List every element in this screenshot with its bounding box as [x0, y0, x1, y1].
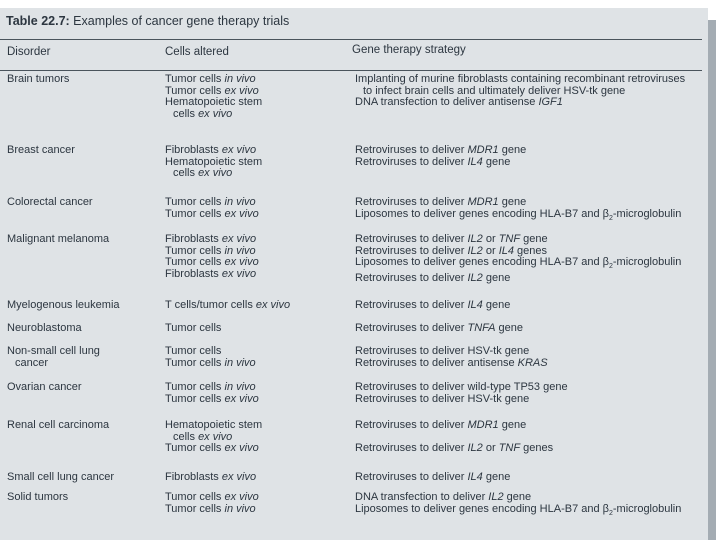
cells-line: Tumor cells in vivo — [165, 73, 256, 85]
strategy-cell — [355, 420, 705, 455]
cells-altered-cell — [165, 300, 345, 312]
cells-line: Tumor cells ex vivo — [165, 491, 259, 503]
cells-line: Tumor cells ex vivo — [165, 84, 259, 97]
cells-line: cells ex vivo — [173, 430, 233, 443]
header-strategy: Gene therapy strategy — [352, 44, 466, 56]
strategy-cell — [355, 145, 705, 168]
table-label: Table 22.7: — [6, 14, 70, 28]
cells-altered-cell — [165, 197, 345, 220]
disorder-line: Small cell lung cancer — [7, 471, 114, 483]
strategy-line: Retroviruses to deliver TNFA gene — [355, 322, 523, 334]
disorder-cell — [7, 197, 157, 209]
cells-line: Hematopoietic stem — [165, 96, 263, 108]
strategy-line: Retroviruses to deliver IL2 or TNF gene — [355, 233, 548, 245]
strategy-cell — [355, 74, 705, 109]
cells-altered-cell — [165, 492, 345, 515]
cells-altered-cell — [165, 382, 345, 405]
disorder-line: Myelogenous leukemia — [7, 299, 120, 311]
disorder-line: Neuroblastoma — [7, 322, 82, 334]
cells-line: Fibroblasts ex vivo — [165, 233, 257, 245]
strategy-line: DNA transfection to deliver IL2 gene — [355, 491, 532, 503]
header-disorder: Disorder — [7, 46, 51, 58]
disorder-line: Brain tumors — [7, 73, 70, 85]
strategy-cell — [355, 300, 705, 312]
disorder-line: Colorectal cancer — [7, 196, 93, 208]
disorder-cell — [7, 145, 157, 157]
cells-line: Tumor cells — [165, 345, 222, 357]
table-page — [0, 8, 708, 540]
table-title — [6, 14, 289, 28]
strategy-cell — [355, 323, 705, 335]
strategy-cell — [355, 472, 705, 484]
cells-line: Tumor cells in vivo — [165, 356, 256, 369]
disorder-cell — [7, 420, 157, 432]
cells-altered-cell — [165, 145, 345, 180]
strategy-line: Implanting of murine fibroblasts containing recombinant retroviruses — [355, 73, 686, 85]
table-caption: Examples of cancer gene therapy trials — [73, 14, 290, 28]
strategy-line: Retroviruses to deliver wild-type TP53 gene — [355, 381, 568, 393]
disorder-line: cancer — [15, 356, 49, 369]
disorder-cell — [7, 300, 157, 312]
strategy-cell — [355, 234, 705, 284]
strategy-line: Retroviruses to deliver IL4 gene — [355, 155, 511, 168]
cells-line: Fibroblasts ex vivo — [165, 144, 257, 156]
cells-line: Tumor cells ex vivo — [165, 392, 259, 405]
disorder-cell — [7, 74, 157, 86]
cells-line: Tumor cells in vivo — [165, 196, 256, 208]
strategy-line: Retroviruses to deliver IL4 gene — [355, 471, 511, 483]
disorder-line: Malignant melanoma — [7, 233, 110, 245]
strategy-line: Retroviruses to deliver HSV-tk gene — [355, 392, 530, 405]
cells-altered-cell — [165, 472, 345, 484]
strategy-line: Retroviruses to deliver MDR1 gene — [355, 196, 527, 208]
strategy-cell — [355, 382, 705, 405]
cells-line: cells ex vivo — [173, 107, 233, 120]
strategy-cell — [355, 492, 705, 519]
cells-altered-cell — [165, 74, 345, 120]
strategy-cell — [355, 346, 705, 369]
cells-line: Tumor cells in vivo — [165, 381, 256, 393]
cells-line: T cells/tumor cells ex vivo — [165, 299, 291, 311]
strategy-cell — [355, 197, 705, 224]
cells-line: Tumor cells ex vivo — [165, 256, 259, 268]
top-rule — [0, 39, 702, 40]
header-rule — [0, 70, 702, 71]
disorder-cell — [7, 472, 157, 484]
cells-line: Hematopoietic stem — [165, 419, 263, 431]
cells-line: Tumor cells in vivo — [165, 502, 256, 515]
cells-line: cells ex vivo — [173, 167, 233, 179]
strategy-line: Retroviruses to deliver MDR1 gene — [355, 419, 527, 431]
strategy-line: Retroviruses to deliver HSV-tk gene — [355, 345, 530, 357]
cells-line: Tumor cells ex vivo — [165, 207, 259, 220]
cells-line: Hematopoietic stem — [165, 155, 263, 168]
disorder-cell — [7, 382, 157, 394]
strategy-line: DNA transfection to deliver antisense IGF1 — [355, 96, 563, 108]
cells-altered-cell — [165, 323, 345, 335]
strategy-line: Retroviruses to deliver antisense KRAS — [355, 356, 548, 369]
disorder-cell — [7, 323, 157, 335]
disorder-cell — [7, 346, 157, 369]
cells-line: Fibroblasts ex vivo — [165, 471, 257, 483]
disorder-line: Breast cancer — [7, 144, 75, 156]
disorder-cell — [7, 492, 157, 504]
disorder-line: Renal cell carcinoma — [7, 419, 110, 431]
disorder-line: Solid tumors — [7, 491, 69, 503]
strategy-line: Retroviruses to deliver IL2 or TNF genes — [355, 442, 554, 454]
strategy-line: Retroviruses to deliver MDR1 gene — [355, 144, 527, 156]
cells-line: Tumor cells in vivo — [165, 244, 256, 257]
strategy-line: Retroviruses to deliver IL2 gene — [355, 271, 511, 284]
cells-line: Tumor cells — [165, 322, 222, 334]
header-cells-altered: Cells altered — [165, 46, 229, 58]
cells-altered-cell — [165, 420, 345, 455]
cells-altered-cell — [165, 234, 345, 280]
strategy-line: Retroviruses to deliver IL2 or IL4 genes — [355, 244, 548, 257]
cells-line: Tumor cells ex vivo — [165, 442, 259, 454]
cells-altered-cell — [165, 346, 345, 369]
disorder-line: Ovarian cancer — [7, 381, 82, 393]
strategy-line: Retroviruses to deliver IL4 gene — [355, 299, 511, 311]
strategy-line: to infect brain cells and ultimately deliver HSV-tk gene — [363, 84, 626, 97]
disorder-cell — [7, 234, 157, 246]
strategy-line: Liposomes to deliver genes encoding HLA-B7 and $\beta_2$-microglobulin — [355, 207, 682, 222]
cells-line: Fibroblasts ex vivo — [165, 267, 257, 280]
strategy-line: Liposomes to deliver genes encoding HLA-B7 and $\beta_2$-microglobulin — [355, 256, 682, 271]
disorder-line: Non-small cell lung — [7, 345, 100, 357]
strategy-line: Liposomes to deliver genes encoding HLA-B7 and $\beta_2$-microglobulin — [355, 502, 682, 517]
